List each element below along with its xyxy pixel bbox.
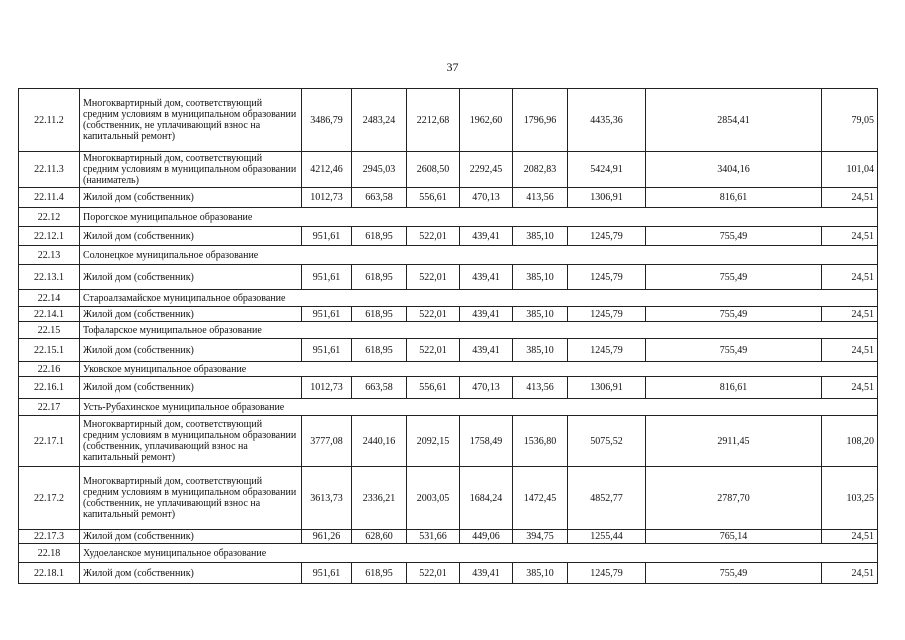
value-cell: 618,95 xyxy=(352,307,407,322)
value-cell: 755,49 xyxy=(646,227,822,246)
row-code: 22.17.1 xyxy=(19,416,80,467)
value-cell: 522,01 xyxy=(407,265,460,290)
value-cell: 1245,79 xyxy=(568,227,646,246)
value-cell: 961,26 xyxy=(302,530,352,544)
value-cell: 2082,83 xyxy=(513,152,568,188)
value-cell: 1245,79 xyxy=(568,265,646,290)
section-title: Солонецкое муниципальное образование xyxy=(80,246,878,265)
table-row xyxy=(19,467,878,530)
value-cell: 1306,91 xyxy=(568,377,646,399)
value-cell: 1758,49 xyxy=(460,416,513,467)
section-row xyxy=(19,322,878,339)
table-row xyxy=(19,89,878,152)
value-cell: 951,61 xyxy=(302,339,352,362)
row-description: Многоквартирный дом, соответствующий средним условиям в муниципальном образовании (собственник, уплачивающий взнос на капитальный ремонт) xyxy=(80,416,302,467)
value-cell: 2212,68 xyxy=(407,89,460,152)
value-cell: 2440,16 xyxy=(352,416,407,467)
value-cell: 385,10 xyxy=(513,307,568,322)
value-cell: 108,20 xyxy=(822,416,878,467)
table-row xyxy=(19,307,878,322)
value-cell: 24,51 xyxy=(822,563,878,584)
value-cell: 1255,44 xyxy=(568,530,646,544)
row-description: Жилой дом (собственник) xyxy=(80,530,302,544)
section-title: Староалзамайское муниципальное образование xyxy=(80,290,878,307)
row-description: Многоквартирный дом, соответствующий средним условиям в муниципальном образовании (наниматель) xyxy=(80,152,302,188)
value-cell: 1684,24 xyxy=(460,467,513,530)
value-cell: 2092,15 xyxy=(407,416,460,467)
value-cell: 765,14 xyxy=(646,530,822,544)
value-cell: 2483,24 xyxy=(352,89,407,152)
value-cell: 1012,73 xyxy=(302,377,352,399)
value-cell: 951,61 xyxy=(302,265,352,290)
value-cell: 2292,45 xyxy=(460,152,513,188)
row-code: 22.12 xyxy=(19,208,80,227)
table-row xyxy=(19,265,878,290)
table-row xyxy=(19,377,878,399)
value-cell: 24,51 xyxy=(822,227,878,246)
section-row xyxy=(19,544,878,563)
row-code: 22.17.3 xyxy=(19,530,80,544)
value-cell: 394,75 xyxy=(513,530,568,544)
table-row xyxy=(19,416,878,467)
row-description: Жилой дом (собственник) xyxy=(80,339,302,362)
row-description: Жилой дом (собственник) xyxy=(80,377,302,399)
value-cell: 5075,52 xyxy=(568,416,646,467)
value-cell: 439,41 xyxy=(460,265,513,290)
row-code: 22.11.2 xyxy=(19,89,80,152)
row-code: 22.13 xyxy=(19,246,80,265)
value-cell: 103,25 xyxy=(822,467,878,530)
value-cell: 951,61 xyxy=(302,563,352,584)
value-cell: 24,51 xyxy=(822,530,878,544)
row-code: 22.18 xyxy=(19,544,80,563)
value-cell: 4852,77 xyxy=(568,467,646,530)
row-code: 22.15.1 xyxy=(19,339,80,362)
value-cell: 556,61 xyxy=(407,377,460,399)
section-title: Порогское муниципальное образование xyxy=(80,208,878,227)
value-cell: 755,49 xyxy=(646,563,822,584)
section-row xyxy=(19,362,878,377)
row-code: 22.17 xyxy=(19,399,80,416)
value-cell: 2787,70 xyxy=(646,467,822,530)
value-cell: 2608,50 xyxy=(407,152,460,188)
value-cell: 618,95 xyxy=(352,227,407,246)
value-cell: 470,13 xyxy=(460,377,513,399)
value-cell: 951,61 xyxy=(302,227,352,246)
value-cell: 755,49 xyxy=(646,307,822,322)
row-description: Жилой дом (собственник) xyxy=(80,307,302,322)
value-cell: 24,51 xyxy=(822,377,878,399)
row-code: 22.16.1 xyxy=(19,377,80,399)
value-cell: 4212,46 xyxy=(302,152,352,188)
table-row xyxy=(19,530,878,544)
value-cell: 439,41 xyxy=(460,227,513,246)
value-cell: 5424,91 xyxy=(568,152,646,188)
value-cell: 4435,36 xyxy=(568,89,646,152)
value-cell: 385,10 xyxy=(513,563,568,584)
section-row xyxy=(19,246,878,265)
value-cell: 1796,96 xyxy=(513,89,568,152)
value-cell: 385,10 xyxy=(513,265,568,290)
value-cell: 439,41 xyxy=(460,339,513,362)
value-cell: 816,61 xyxy=(646,377,822,399)
section-title: Уковское муниципальное образование xyxy=(80,362,878,377)
row-description: Жилой дом (собственник) xyxy=(80,188,302,208)
row-code: 22.15 xyxy=(19,322,80,339)
row-code: 22.14.1 xyxy=(19,307,80,322)
value-cell: 24,51 xyxy=(822,188,878,208)
row-code: 22.12.1 xyxy=(19,227,80,246)
table-row xyxy=(19,227,878,246)
table-row xyxy=(19,152,878,188)
row-code: 22.18.1 xyxy=(19,563,80,584)
value-cell: 1245,79 xyxy=(568,307,646,322)
value-cell: 1245,79 xyxy=(568,563,646,584)
value-cell: 522,01 xyxy=(407,563,460,584)
value-cell: 556,61 xyxy=(407,188,460,208)
value-cell: 3777,08 xyxy=(302,416,352,467)
row-code: 22.17.2 xyxy=(19,467,80,530)
section-row xyxy=(19,399,878,416)
value-cell: 2911,45 xyxy=(646,416,822,467)
row-code: 22.11.4 xyxy=(19,188,80,208)
value-cell: 413,56 xyxy=(513,377,568,399)
section-title: Тофаларское муниципальное образование xyxy=(80,322,878,339)
value-cell: 618,95 xyxy=(352,563,407,584)
value-cell: 385,10 xyxy=(513,227,568,246)
section-title: Худоеланское муниципальное образование xyxy=(80,544,878,563)
value-cell: 3404,16 xyxy=(646,152,822,188)
value-cell: 3613,73 xyxy=(302,467,352,530)
value-cell: 449,06 xyxy=(460,530,513,544)
value-cell: 2003,05 xyxy=(407,467,460,530)
tariff-table xyxy=(18,88,878,584)
value-cell: 24,51 xyxy=(822,339,878,362)
value-cell: 79,05 xyxy=(822,89,878,152)
value-cell: 1962,60 xyxy=(460,89,513,152)
value-cell: 522,01 xyxy=(407,307,460,322)
row-code: 22.16 xyxy=(19,362,80,377)
value-cell: 439,41 xyxy=(460,563,513,584)
value-cell: 1245,79 xyxy=(568,339,646,362)
table-row xyxy=(19,339,878,362)
row-code: 22.13.1 xyxy=(19,265,80,290)
value-cell: 618,95 xyxy=(352,265,407,290)
value-cell: 3486,79 xyxy=(302,89,352,152)
value-cell: 470,13 xyxy=(460,188,513,208)
table-row xyxy=(19,563,878,584)
value-cell: 522,01 xyxy=(407,227,460,246)
row-description: Жилой дом (собственник) xyxy=(80,265,302,290)
section-row xyxy=(19,290,878,307)
value-cell: 522,01 xyxy=(407,339,460,362)
value-cell: 101,04 xyxy=(822,152,878,188)
row-description: Многоквартирный дом, соответствующий средним условиям в муниципальном образовании (собственник, не уплачивающий взнос на капитальный ремонт) xyxy=(80,89,302,152)
value-cell: 531,66 xyxy=(407,530,460,544)
value-cell: 24,51 xyxy=(822,307,878,322)
value-cell: 439,41 xyxy=(460,307,513,322)
page-number: 37 xyxy=(446,60,459,74)
value-cell: 1012,73 xyxy=(302,188,352,208)
value-cell: 24,51 xyxy=(822,265,878,290)
value-cell: 816,61 xyxy=(646,188,822,208)
row-description: Многоквартирный дом, соответствующий средним условиям в муниципальном образовании (собственник, не уплачивающий взнос на капитальный ремонт) xyxy=(80,467,302,530)
value-cell: 2945,03 xyxy=(352,152,407,188)
table-body xyxy=(19,89,878,584)
value-cell: 1472,45 xyxy=(513,467,568,530)
row-code: 22.11.3 xyxy=(19,152,80,188)
section-row xyxy=(19,208,878,227)
value-cell: 951,61 xyxy=(302,307,352,322)
value-cell: 413,56 xyxy=(513,188,568,208)
value-cell: 2854,41 xyxy=(646,89,822,152)
value-cell: 385,10 xyxy=(513,339,568,362)
value-cell: 663,58 xyxy=(352,188,407,208)
value-cell: 2336,21 xyxy=(352,467,407,530)
section-title: Усть-Рубахинское муниципальное образование xyxy=(80,399,878,416)
value-cell: 628,60 xyxy=(352,530,407,544)
value-cell: 1536,80 xyxy=(513,416,568,467)
value-cell: 663,58 xyxy=(352,377,407,399)
table-row xyxy=(19,188,878,208)
row-description: Жилой дом (собственник) xyxy=(80,563,302,584)
row-description: Жилой дом (собственник) xyxy=(80,227,302,246)
value-cell: 1306,91 xyxy=(568,188,646,208)
value-cell: 755,49 xyxy=(646,339,822,362)
row-code: 22.14 xyxy=(19,290,80,307)
value-cell: 755,49 xyxy=(646,265,822,290)
value-cell: 618,95 xyxy=(352,339,407,362)
